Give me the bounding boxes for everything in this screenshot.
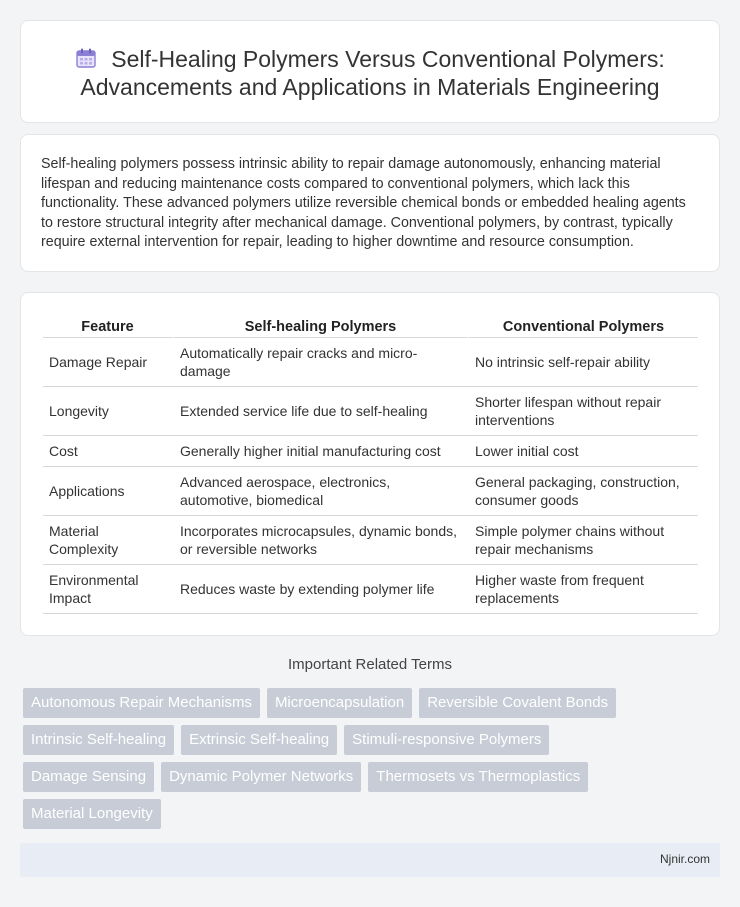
table-cell: Advanced aerospace, electronics, automotive, biomedical	[174, 467, 469, 516]
table-cell: Longevity	[43, 387, 174, 436]
table-cell: Reduces waste by extending polymer life	[174, 565, 469, 614]
summary-card	[20, 134, 720, 272]
table-cell: Shorter lifespan without repair interventions	[469, 387, 698, 436]
table-header-row	[43, 313, 698, 338]
related-term-tag[interactable]: Reversible Covalent Bonds	[419, 688, 616, 718]
table-cell: Lower initial cost	[469, 436, 698, 467]
related-term-tag[interactable]: Intrinsic Self-healing	[23, 725, 174, 755]
table-row	[43, 387, 698, 436]
table-cell: Extended service life due to self-healing	[174, 387, 469, 436]
related-term-tag[interactable]: Thermosets vs Thermoplastics	[368, 762, 588, 792]
footer-site-link[interactable]: Njnir.com	[659, 852, 710, 866]
table-cell: Cost	[43, 436, 174, 467]
summary-text: Self-healing polymers possess intrinsic ability to repair damage autonomously, enhancing material lifespan and reducing maintenance costs compared to conventional polymers, which lack this functionality. These advanced polymers utilize reversible chemical bonds or embedded healing agents to restore structural integrity after mechanical damage. Conventional polymers, by contrast, typically require external intervention for repair, leading to higher downtime and resource consumption.	[41, 156, 686, 251]
table-cell: Generally higher initial manufacturing cost	[174, 436, 469, 467]
table-cell: Incorporates microcapsules, dynamic bonds, or reversible networks	[174, 516, 469, 565]
column-header-self-healing: Self-healing Polymers	[174, 313, 469, 338]
table-row	[43, 436, 698, 467]
column-header-feature: Feature	[43, 313, 174, 338]
title-card	[20, 20, 720, 123]
related-term-tag[interactable]: Microencapsulation	[267, 688, 412, 718]
related-term-tag[interactable]: Extrinsic Self-healing	[181, 725, 337, 755]
comparison-table	[43, 313, 698, 614]
table-cell: Simple polymer chains without repair mechanisms	[469, 516, 698, 565]
table-cell: Higher waste from frequent replacements	[469, 565, 698, 614]
column-header-conventional: Conventional Polymers	[469, 313, 698, 338]
related-term-tag[interactable]: Autonomous Repair Mechanisms	[23, 688, 260, 718]
table-row	[43, 565, 698, 614]
related-terms-heading: Important Related Terms	[288, 656, 452, 673]
table-cell: General packaging, construction, consumer goods	[469, 467, 698, 516]
page-title	[21, 21, 719, 101]
table-cell: Environmental Impact	[43, 565, 174, 614]
table-row	[43, 338, 698, 387]
related-term-tag[interactable]: Material Longevity	[23, 799, 161, 829]
table-cell: Damage Repair	[43, 338, 174, 387]
table-row	[43, 467, 698, 516]
footer	[20, 843, 720, 877]
table-cell: Automatically repair cracks and micro-damage	[174, 338, 469, 387]
related-term-tag[interactable]: Damage Sensing	[23, 762, 154, 792]
page-title-text: Self-Healing Polymers Versus Conventional Polymers: Advancements and Applications in Materials Engineering	[80, 46, 665, 100]
calendar-icon	[75, 47, 97, 69]
table-cell: Applications	[43, 467, 174, 516]
table-cell: No intrinsic self-repair ability	[469, 338, 698, 387]
related-term-tag[interactable]: Dynamic Polymer Networks	[161, 762, 361, 792]
related-term-tag[interactable]: Stimuli-responsive Polymers	[344, 725, 549, 755]
related-terms-list	[23, 688, 723, 836]
table-cell: Material Complexity	[43, 516, 174, 565]
table-row	[43, 516, 698, 565]
comparison-card	[20, 292, 720, 636]
